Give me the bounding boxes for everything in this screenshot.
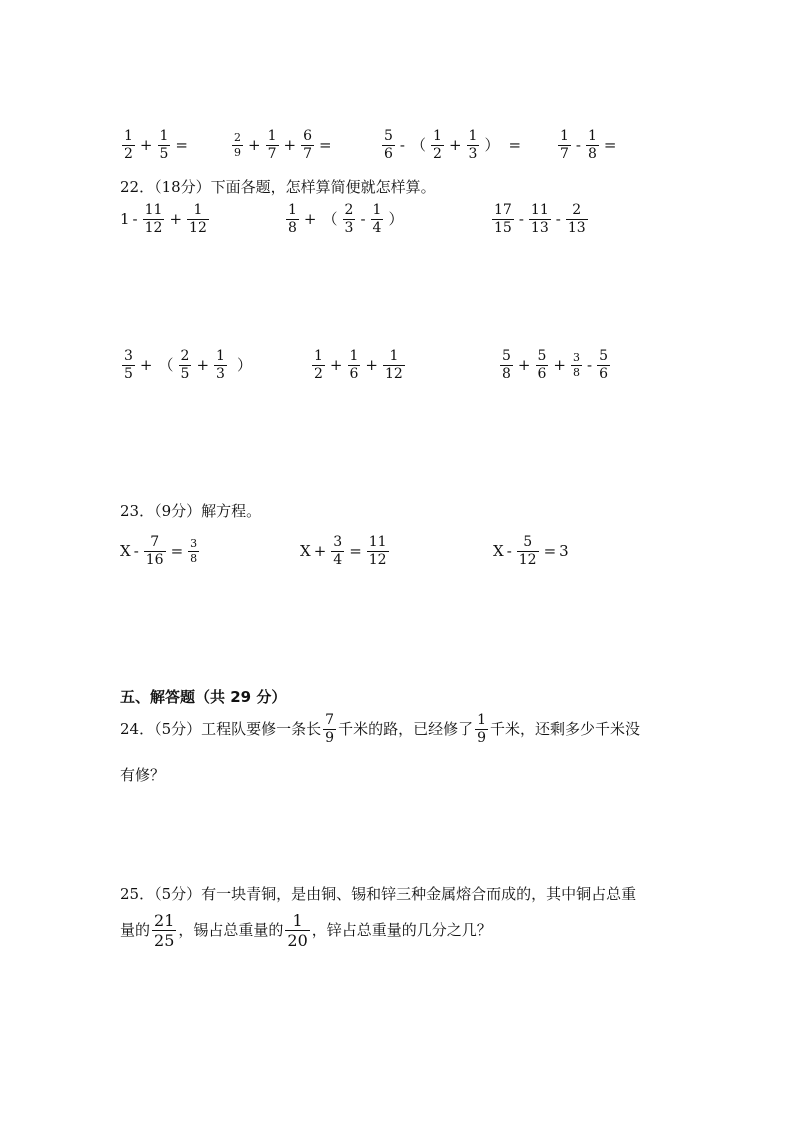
- expr-row1-3: [380, 128, 524, 163]
- number: 1: [120, 210, 130, 228]
- question-24-line-1: [120, 712, 640, 747]
- operator: +: [248, 136, 261, 154]
- question-25-line-2: [120, 911, 492, 950]
- fraction: $\frac{6}{7}$: [303, 128, 312, 162]
- fraction: $\frac{1}{2}$: [124, 128, 133, 162]
- fraction: $\frac{7}{9}$: [325, 712, 335, 746]
- question-text: 千米，还剩多少千米没: [490, 720, 641, 738]
- fraction: $\frac{5}{6}$: [537, 348, 547, 382]
- question-text: 千米的路，已经修了: [338, 720, 474, 738]
- fraction: $\frac{5}{12}$: [518, 534, 537, 568]
- operator: +: [448, 136, 462, 154]
- operator: -: [360, 210, 366, 228]
- operator: +: [196, 356, 210, 374]
- fraction: $\frac{11}{13}$: [530, 202, 549, 236]
- fraction: $\frac{5}{6}$: [599, 348, 608, 382]
- operator: -: [132, 210, 138, 228]
- fraction: $\frac{1}{8}$: [288, 202, 297, 236]
- operator: -: [575, 136, 581, 154]
- fraction: $\frac{1}{7}$: [267, 128, 277, 162]
- variable: X: [493, 542, 504, 560]
- fraction: $\frac{2}{3}$: [344, 202, 354, 236]
- question-22-title: 22．（18分）下面各题，怎样算简便就怎样算。: [120, 178, 436, 196]
- right-paren: ）: [388, 210, 404, 228]
- operator: -: [587, 356, 593, 374]
- q22-expr-4: [120, 348, 255, 383]
- left-paren: （: [411, 136, 427, 154]
- operator: +: [365, 356, 378, 374]
- question-text: ，锡占总重量的: [178, 921, 284, 939]
- equals-sign: =: [603, 136, 617, 154]
- q22-expr-2: [284, 202, 406, 237]
- fraction: $\frac{3}{8}$: [573, 351, 580, 379]
- question-text: ，锌占总重量的几分之几？: [311, 921, 492, 939]
- q22-expr-3: [490, 202, 590, 237]
- right-paren: ）: [236, 356, 252, 374]
- fraction: $\frac{1}{12}$: [385, 348, 403, 382]
- fraction: $\frac{1}{8}$: [588, 128, 597, 162]
- operator: -: [133, 542, 139, 560]
- q23-equation-1: [120, 534, 201, 569]
- operator: +: [517, 356, 531, 374]
- expr-row1-4: [556, 128, 620, 163]
- fraction: $\frac{5}{6}$: [384, 128, 393, 162]
- fraction: $\frac{1}{5}$: [159, 128, 169, 162]
- operator: +: [139, 136, 153, 154]
- operator: -: [399, 136, 405, 154]
- fraction: $\frac{5}{8}$: [502, 348, 511, 382]
- equals-sign: =: [175, 136, 188, 154]
- q23-equation-3: [493, 534, 569, 569]
- q22-expr-6: [498, 348, 612, 383]
- expr-row1-1: [120, 128, 191, 163]
- q23-equation-2: [300, 534, 391, 569]
- fraction: $\frac{11}{12}$: [144, 202, 163, 236]
- fraction: $\frac{1}{6}$: [349, 348, 359, 382]
- fraction: $\frac{7}{16}$: [145, 534, 164, 568]
- equals-sign: =: [319, 136, 332, 154]
- operator: +: [303, 210, 317, 228]
- fraction: $\frac{1}{4}$: [372, 202, 382, 236]
- operator: +: [169, 210, 183, 228]
- fraction: $\frac{1}{2}$: [314, 348, 323, 382]
- question-text: 24．（5分）工程队要修一条长: [120, 720, 322, 738]
- variable: X: [300, 542, 311, 560]
- operator: +: [329, 356, 343, 374]
- fraction: $\frac{3}{5}$: [124, 348, 133, 382]
- fraction: $\frac{1}{7}$: [560, 128, 569, 162]
- question-24-line-2: 有修？: [120, 766, 166, 784]
- fraction: $\frac{1}{3}$: [216, 348, 225, 382]
- fraction: $\frac{2}{5}$: [180, 348, 190, 382]
- question-25-line-1: 25．（5分）有一块青铜，是由铜、锡和锌三种金属熔合而成的，其中铜占总重: [120, 885, 637, 903]
- q22-expr-1: [120, 202, 211, 237]
- expr-row1-2: [230, 128, 335, 163]
- right-paren: ）: [484, 136, 500, 154]
- equals-sign: =: [170, 542, 184, 560]
- fraction: $\frac{1}{3}$: [468, 128, 478, 162]
- equals-sign: =: [349, 542, 362, 560]
- q22-expr-5: [310, 348, 407, 383]
- fraction: $\frac{17}{15}$: [494, 202, 512, 236]
- operator: -: [506, 542, 512, 560]
- operator: -: [518, 210, 524, 228]
- fraction: $\frac{3}{4}$: [333, 534, 343, 568]
- fraction: $\frac{21}{25}$: [154, 911, 175, 950]
- fraction: $\frac{3}{8}$: [190, 537, 198, 565]
- operator: +: [139, 356, 153, 374]
- number: 3: [559, 542, 569, 560]
- equals-sign: =: [508, 136, 522, 154]
- question-23-title: 23．（9分）解方程。: [120, 502, 262, 520]
- fraction: $\frac{1}{20}$: [287, 911, 308, 950]
- section-heading: 五、解答题（共 29 分）: [120, 688, 287, 706]
- fraction: $\frac{1}{9}$: [477, 712, 486, 746]
- left-paren: （: [158, 356, 174, 374]
- left-paren: （: [322, 210, 338, 228]
- fraction: $\frac{2}{9}$: [234, 131, 241, 159]
- fraction: $\frac{1}{12}$: [189, 202, 207, 236]
- fraction: $\frac{11}{12}$: [368, 534, 387, 568]
- operator: +: [313, 542, 327, 560]
- operator: +: [553, 356, 566, 374]
- fraction: $\frac{2}{13}$: [567, 202, 586, 236]
- variable: X: [120, 542, 131, 560]
- operator: +: [283, 136, 297, 154]
- question-text: 量的: [120, 921, 151, 939]
- fraction: $\frac{1}{2}$: [433, 128, 442, 162]
- equals-sign: =: [543, 542, 557, 560]
- operator: -: [555, 210, 561, 228]
